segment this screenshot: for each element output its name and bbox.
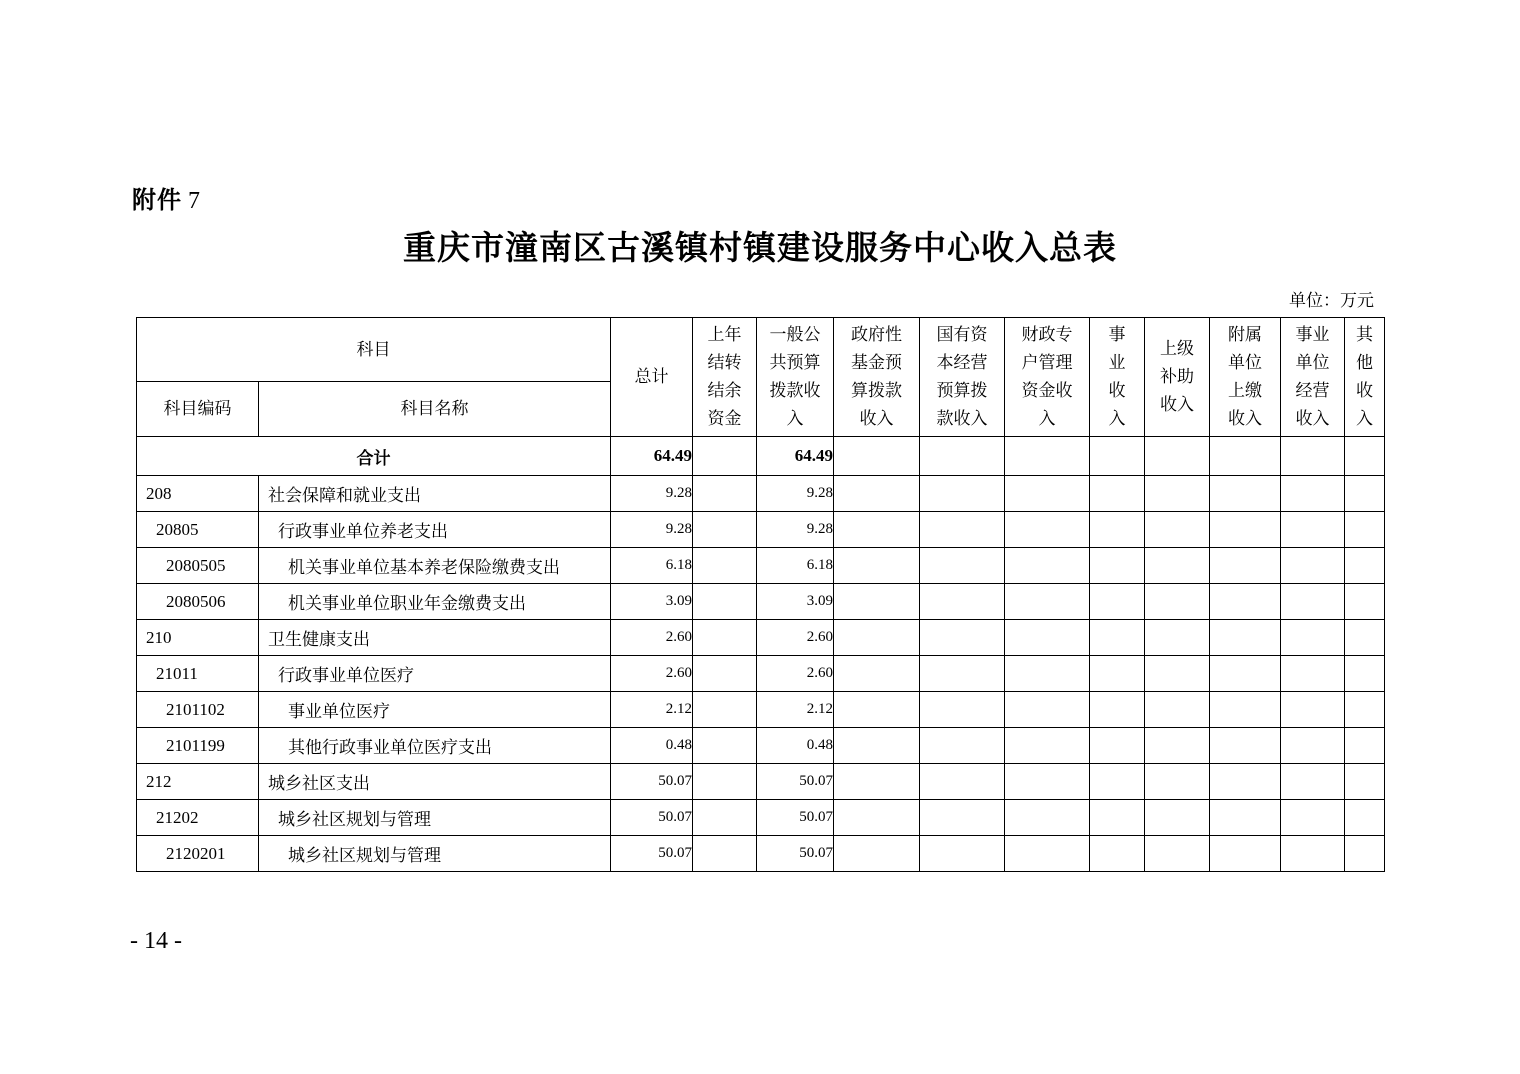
subject-code-cell: 210 — [137, 620, 259, 656]
header-state-capital — [920, 318, 1005, 437]
empty-cell — [1005, 548, 1090, 584]
subject-code-cell: 208 — [137, 476, 259, 512]
empty-cell — [834, 476, 920, 512]
header-line: 入 — [1356, 409, 1373, 429]
empty-cell — [834, 692, 920, 728]
empty-cell — [1090, 512, 1145, 548]
empty-cell — [1005, 692, 1090, 728]
empty-cell — [1281, 476, 1345, 512]
empty-cell — [834, 512, 920, 548]
general-budget-cell: 50.07 — [757, 800, 834, 836]
total-cell: 50.07 — [611, 836, 693, 872]
empty-cell — [834, 548, 920, 584]
attachment-number: 7 — [188, 188, 201, 214]
empty-cell — [1005, 728, 1090, 764]
empty-cell — [920, 728, 1005, 764]
header-line: 户管理 — [1021, 353, 1073, 373]
attachment-label-text: 附件 — [132, 186, 182, 214]
header-line: 结余 — [707, 381, 742, 401]
header-line: 算拨款 — [851, 381, 902, 401]
empty-cell — [834, 836, 920, 872]
empty-cell — [1090, 800, 1145, 836]
header-line: 收 — [1108, 381, 1126, 401]
subject-name-cell: 行政事业单位医疗 — [259, 656, 611, 692]
empty-cell — [920, 476, 1005, 512]
empty-cell — [834, 728, 920, 764]
empty-cell — [1145, 764, 1210, 800]
prior-year-cell — [693, 512, 757, 548]
empty-cell — [1145, 476, 1210, 512]
table-header — [137, 318, 1385, 437]
header-line: 一般公 — [769, 325, 821, 345]
header-prior-year-balance — [693, 318, 757, 437]
general-budget-cell: 2.60 — [757, 620, 834, 656]
income-summary-table — [136, 317, 1385, 872]
subject-code-cell: 2080505 — [137, 548, 259, 584]
subject-name-cell: 机关事业单位职业年金缴费支出 — [259, 584, 611, 620]
subject-name-cell: 城乡社区支出 — [259, 764, 611, 800]
empty-cell — [1210, 620, 1281, 656]
header-line: 款收入 — [936, 409, 988, 429]
empty-cell — [920, 656, 1005, 692]
empty-cell — [1145, 512, 1210, 548]
header-line: 基金预 — [851, 353, 902, 373]
total-cell: 0.48 — [611, 728, 693, 764]
empty-cell — [1145, 620, 1210, 656]
empty-cell — [1090, 836, 1145, 872]
total-row-label: 合计 — [137, 437, 611, 476]
total-row-general-budget: 64.49 — [757, 437, 834, 476]
empty-cell — [1281, 800, 1345, 836]
table-row — [137, 512, 1385, 548]
empty-cell — [1210, 692, 1281, 728]
header-total: 总计 — [611, 318, 693, 437]
total-row — [137, 437, 1385, 476]
header-general-budget — [757, 318, 834, 437]
total-cell: 50.07 — [611, 764, 693, 800]
header-superior-subsidy — [1145, 318, 1210, 437]
prior-year-cell — [693, 620, 757, 656]
header-line: 财政专 — [1021, 325, 1073, 345]
empty-cell — [1090, 728, 1145, 764]
empty-cell — [1210, 800, 1281, 836]
header-line: 结转 — [707, 353, 742, 373]
header-other-income — [1345, 318, 1385, 437]
empty-cell — [1005, 656, 1090, 692]
header-line: 事业 — [1295, 325, 1330, 345]
empty-cell — [1281, 728, 1345, 764]
empty-cell — [920, 512, 1005, 548]
empty-cell — [1145, 692, 1210, 728]
subject-name-cell: 事业单位医疗 — [259, 692, 611, 728]
prior-year-cell — [693, 476, 757, 512]
general-budget-cell: 9.28 — [757, 476, 834, 512]
table-row — [137, 728, 1385, 764]
general-budget-cell: 50.07 — [757, 764, 834, 800]
total-cell: 50.07 — [611, 800, 693, 836]
table-row — [137, 656, 1385, 692]
general-budget-cell: 50.07 — [757, 836, 834, 872]
header-line: 上级 — [1160, 339, 1194, 359]
empty-cell — [1145, 584, 1210, 620]
empty-cell — [1345, 836, 1385, 872]
prior-year-cell — [693, 800, 757, 836]
header-line: 入 — [786, 409, 804, 429]
empty-cell — [1090, 620, 1145, 656]
empty-cell — [1005, 800, 1090, 836]
empty-cell — [920, 620, 1005, 656]
header-line: 事 — [1108, 325, 1126, 345]
empty-cell — [920, 800, 1005, 836]
header-subject: 科目 — [137, 318, 611, 382]
empty-cell — [1345, 437, 1385, 476]
page-title: 重庆市潼南区古溪镇村镇建设服务中心收入总表 — [403, 228, 1117, 267]
header-line: 入 — [1038, 409, 1056, 429]
header-subject-code: 科目编码 — [137, 382, 259, 437]
empty-cell — [1345, 800, 1385, 836]
table-row — [137, 548, 1385, 584]
empty-cell — [1145, 548, 1210, 584]
empty-cell — [1090, 476, 1145, 512]
empty-cell — [1090, 548, 1145, 584]
subject-code-cell: 2101102 — [137, 692, 259, 728]
subject-code-cell: 21011 — [137, 656, 259, 692]
header-line: 单位 — [1295, 353, 1330, 373]
empty-cell — [1005, 620, 1090, 656]
empty-cell — [1210, 728, 1281, 764]
empty-cell — [920, 764, 1005, 800]
page-number: - 14 - — [130, 928, 182, 954]
empty-cell — [1145, 728, 1210, 764]
subject-name-cell: 行政事业单位养老支出 — [259, 512, 611, 548]
empty-cell — [1345, 548, 1385, 584]
empty-cell — [1210, 584, 1281, 620]
total-cell: 6.18 — [611, 548, 693, 584]
empty-cell — [1005, 512, 1090, 548]
subject-name-cell: 其他行政事业单位医疗支出 — [259, 728, 611, 764]
empty-cell — [1005, 764, 1090, 800]
header-affiliated-remittance — [1210, 318, 1281, 437]
prior-year-cell — [693, 692, 757, 728]
prior-year-cell — [693, 548, 757, 584]
empty-cell — [834, 800, 920, 836]
table-body — [137, 437, 1385, 872]
header-subject-name: 科目名称 — [259, 382, 611, 437]
unit-label: 单位：万元 — [1289, 291, 1374, 311]
header-line: 本经营 — [936, 353, 988, 373]
table-row — [137, 620, 1385, 656]
empty-cell — [1090, 437, 1145, 476]
total-cell: 9.28 — [611, 512, 693, 548]
header-line: 收入 — [859, 409, 894, 429]
subject-code-cell: 2080506 — [137, 584, 259, 620]
header-line: 上年 — [707, 325, 742, 345]
subject-name-cell: 城乡社区规划与管理 — [259, 836, 611, 872]
empty-cell — [1281, 836, 1345, 872]
subject-code-cell: 20805 — [137, 512, 259, 548]
empty-cell — [1281, 584, 1345, 620]
empty-cell — [1145, 800, 1210, 836]
header-line: 单位 — [1228, 353, 1262, 373]
empty-cell — [1281, 656, 1345, 692]
subject-code-cell: 2101199 — [137, 728, 259, 764]
empty-cell — [1090, 764, 1145, 800]
empty-cell — [1345, 728, 1385, 764]
header-line: 上缴 — [1228, 381, 1262, 401]
header-line: 经营 — [1295, 381, 1330, 401]
subject-name-cell: 城乡社区规划与管理 — [259, 800, 611, 836]
empty-cell — [1345, 764, 1385, 800]
prior-year-cell — [693, 764, 757, 800]
header-line: 资金收 — [1021, 381, 1073, 401]
empty-cell — [1281, 764, 1345, 800]
empty-cell — [1210, 764, 1281, 800]
empty-cell — [1345, 476, 1385, 512]
total-cell: 3.09 — [611, 584, 693, 620]
prior-year-cell — [693, 728, 757, 764]
empty-cell — [920, 836, 1005, 872]
empty-cell — [1005, 836, 1090, 872]
header-line: 其 — [1356, 325, 1373, 345]
total-cell: 2.60 — [611, 620, 693, 656]
empty-cell — [1345, 512, 1385, 548]
general-budget-cell: 3.09 — [757, 584, 834, 620]
header-line: 收入 — [1160, 395, 1194, 415]
empty-cell — [834, 437, 920, 476]
empty-cell — [1210, 512, 1281, 548]
header-line: 收 — [1356, 381, 1373, 401]
table-row — [137, 836, 1385, 872]
empty-cell — [920, 584, 1005, 620]
prior-year-cell — [693, 836, 757, 872]
empty-cell — [1345, 656, 1385, 692]
subject-name-cell: 社会保障和就业支出 — [259, 476, 611, 512]
empty-cell — [920, 692, 1005, 728]
header-government-fund — [834, 318, 920, 437]
empty-cell — [1345, 692, 1385, 728]
table-row — [137, 476, 1385, 512]
header-line: 入 — [1108, 409, 1126, 429]
empty-cell — [1345, 620, 1385, 656]
header-line: 补助 — [1160, 367, 1194, 387]
total-cell: 9.28 — [611, 476, 693, 512]
general-budget-cell: 2.12 — [757, 692, 834, 728]
header-special-account — [1005, 318, 1090, 437]
total-cell: 2.12 — [611, 692, 693, 728]
empty-cell — [834, 584, 920, 620]
empty-cell — [1281, 437, 1345, 476]
prior-year-cell — [693, 584, 757, 620]
subject-code-cell: 2120201 — [137, 836, 259, 872]
header-line: 业 — [1108, 353, 1126, 373]
empty-cell — [1281, 548, 1345, 584]
empty-cell — [834, 764, 920, 800]
general-budget-cell: 0.48 — [757, 728, 834, 764]
empty-cell — [1210, 656, 1281, 692]
empty-cell — [834, 620, 920, 656]
empty-cell — [1090, 656, 1145, 692]
empty-cell — [1090, 692, 1145, 728]
empty-cell — [1281, 620, 1345, 656]
empty-cell — [1210, 437, 1281, 476]
total-row-total: 64.49 — [611, 437, 693, 476]
attachment-label — [132, 180, 201, 215]
empty-cell — [920, 548, 1005, 584]
general-budget-cell: 6.18 — [757, 548, 834, 584]
table-row — [137, 584, 1385, 620]
header-line: 预算拨 — [936, 381, 988, 401]
empty-cell — [1210, 836, 1281, 872]
header-line: 国有资 — [936, 325, 988, 345]
empty-cell — [1145, 836, 1210, 872]
general-budget-cell: 9.28 — [757, 512, 834, 548]
general-budget-cell: 2.60 — [757, 656, 834, 692]
empty-cell — [1281, 692, 1345, 728]
empty-cell — [1005, 437, 1090, 476]
subject-code-cell: 21202 — [137, 800, 259, 836]
empty-cell — [1090, 584, 1145, 620]
header-line: 收入 — [1228, 409, 1262, 429]
empty-cell — [834, 656, 920, 692]
total-cell: 2.60 — [611, 656, 693, 692]
header-line: 资金 — [707, 409, 742, 429]
subject-name-cell: 卫生健康支出 — [259, 620, 611, 656]
empty-cell — [1210, 476, 1281, 512]
header-line: 他 — [1356, 353, 1373, 373]
empty-cell — [1145, 437, 1210, 476]
empty-cell — [1005, 584, 1090, 620]
subject-name-cell: 机关事业单位基本养老保险缴费支出 — [259, 548, 611, 584]
table-row — [137, 764, 1385, 800]
prior-year-cell — [693, 656, 757, 692]
empty-cell — [1210, 548, 1281, 584]
total-row-prior-year — [693, 437, 757, 476]
table-row — [137, 800, 1385, 836]
header-line: 政府性 — [851, 325, 902, 345]
header-operating-income — [1281, 318, 1345, 437]
subject-code-cell: 212 — [137, 764, 259, 800]
header-line: 共预算 — [769, 353, 821, 373]
header-business-income — [1090, 318, 1145, 437]
table-row — [137, 692, 1385, 728]
empty-cell — [1145, 656, 1210, 692]
empty-cell — [1005, 476, 1090, 512]
empty-cell — [1345, 584, 1385, 620]
empty-cell — [1281, 512, 1345, 548]
header-line: 拨款收 — [769, 381, 821, 401]
header-line: 附属 — [1228, 325, 1262, 345]
empty-cell — [920, 437, 1005, 476]
header-line: 收入 — [1295, 409, 1330, 429]
